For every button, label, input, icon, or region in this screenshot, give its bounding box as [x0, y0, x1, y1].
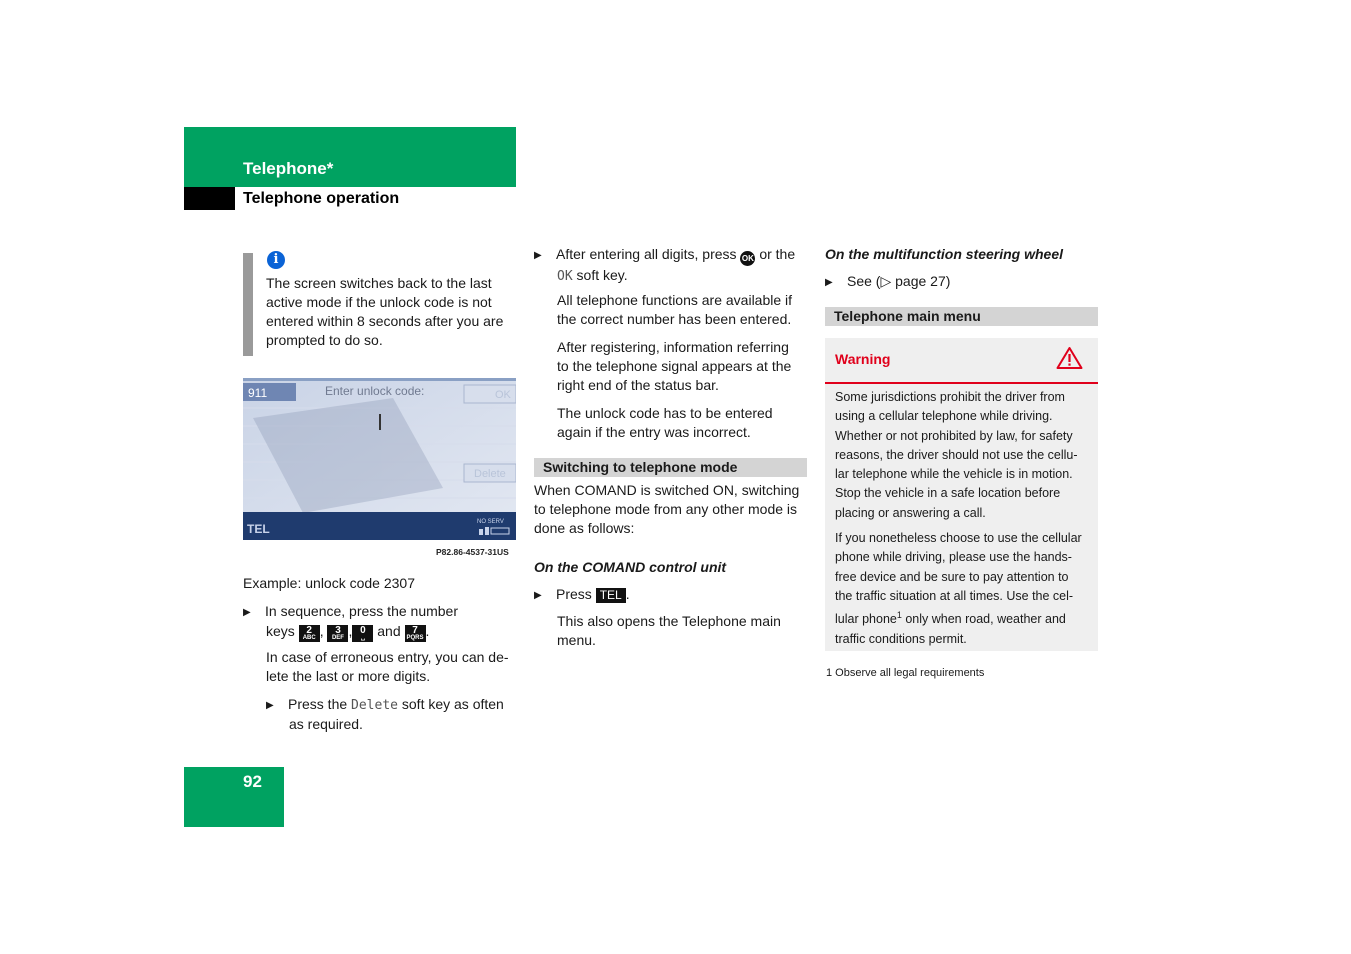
info-icon: i	[267, 251, 285, 269]
section-heading-switching: Switching to telephone mode	[534, 458, 807, 477]
footnote: 1 Observe all legal requirements	[826, 667, 985, 679]
number-key-0: 0 ␣	[352, 625, 373, 642]
screen-status: NO SERV	[477, 519, 504, 525]
info-line: entered within 8 seconds after you are	[266, 313, 504, 329]
info-box-bar	[243, 253, 253, 356]
step-press-number-keys: ▶ In sequence, press the number keys 2 ABC , 3 DEF , 0 ␣ and 7 PQRS .	[243, 603, 459, 641]
section-heading-main-menu: Telephone main menu	[825, 307, 1098, 326]
opens-main-menu-text: This also opens the Telephone main menu.	[557, 613, 781, 648]
info-text	[266, 274, 516, 350]
erroneous-entry-text: In case of erroneous entry, you can de- lete the last or more digits.	[266, 649, 509, 684]
footnote-marker: 1	[896, 610, 902, 621]
control-unit-heading: On the COMAND control unit	[534, 559, 727, 575]
screen-illustration	[243, 378, 516, 560]
warning-paragraph-1: Some jurisdictions prohibit the driver from using a cellular telephone while driving. Whether or not prohibited by law, for safety reasons, the driver should not use the cellu- lar telephone while the vehicle is in motion. Stop the vehicle in a safe location before placing or answering a call.	[835, 390, 1078, 520]
example-text: Example: unlock code 2307	[243, 575, 415, 591]
page-number: 92	[243, 772, 262, 791]
warning-title: Warning	[835, 351, 891, 367]
ok-button-icon: OK	[740, 251, 755, 266]
info-line: prompted to do so.	[266, 332, 383, 348]
switch-mode-text: When COMAND is switched ON, switching to telephone mode from any other mode is done as follows:	[534, 482, 800, 536]
steering-wheel-heading: On the multifunction steering wheel	[825, 246, 1064, 262]
bullet-arrow-icon: ▶	[534, 250, 542, 261]
screen-left-label: 911	[248, 386, 268, 400]
step-press-delete: ▶ Press the Delete soft key as often as required.	[266, 696, 504, 732]
step-press-tel: ▶ Press TEL .	[534, 585, 809, 605]
info-line: active mode if the unlock code is not	[266, 294, 492, 310]
unlock-code-screen-figure	[243, 378, 516, 560]
section-marker	[184, 187, 235, 210]
para-reenter-code: The unlock code has to be entered again if the entry was incorrect.	[557, 405, 773, 440]
figure-id: P82.86-4537-31US	[436, 547, 509, 557]
step-confirm-digits: ▶ After entering all digits, press OK or the OK soft key.	[534, 246, 796, 284]
para-functions-available: All telephone functions are available if the correct number has been entered.	[557, 292, 793, 327]
section-title: Telephone operation	[243, 190, 400, 207]
warning-paragraph-2: If you nonetheless choose to use the cellular phone while driving, please use the hands- free device and be sure to pay attention to the traffic situation at all times. Use the cel- lular phone$^1$ only when road, weather and traffic conditions permit.	[835, 531, 1082, 646]
see-page-reference	[825, 272, 950, 292]
page-reference-link[interactable]: See (▷ page 27)	[847, 273, 951, 289]
bullet-arrow-icon: ▶	[534, 590, 542, 601]
warning-triangle-icon	[1056, 346, 1083, 375]
number-key-7: 7 PQRS	[406, 625, 424, 641]
screen-ok-key: OK	[495, 389, 511, 401]
number-key-2: 2 ABC	[299, 625, 320, 642]
para-after-registering: After registering, information referring to the telephone signal appears at the right end of the status bar.	[557, 339, 792, 393]
bullet-arrow-icon: ▶	[243, 607, 251, 618]
chapter-header-bar	[184, 127, 516, 187]
chapter-title: Telephone*	[243, 159, 334, 178]
screen-delete-key: Delete	[474, 468, 506, 480]
tel-key-icon: TEL	[596, 588, 626, 603]
screen-mode-label: TEL	[247, 522, 270, 536]
info-line: The screen switches back to the last	[266, 275, 492, 291]
bullet-arrow-icon: ▶	[825, 277, 833, 288]
number-key-3: 3 DEF	[327, 625, 348, 642]
page-number-box	[184, 767, 284, 827]
screen-prompt: Enter unlock code:	[325, 384, 425, 398]
bullet-arrow-icon: ▶	[266, 700, 274, 711]
